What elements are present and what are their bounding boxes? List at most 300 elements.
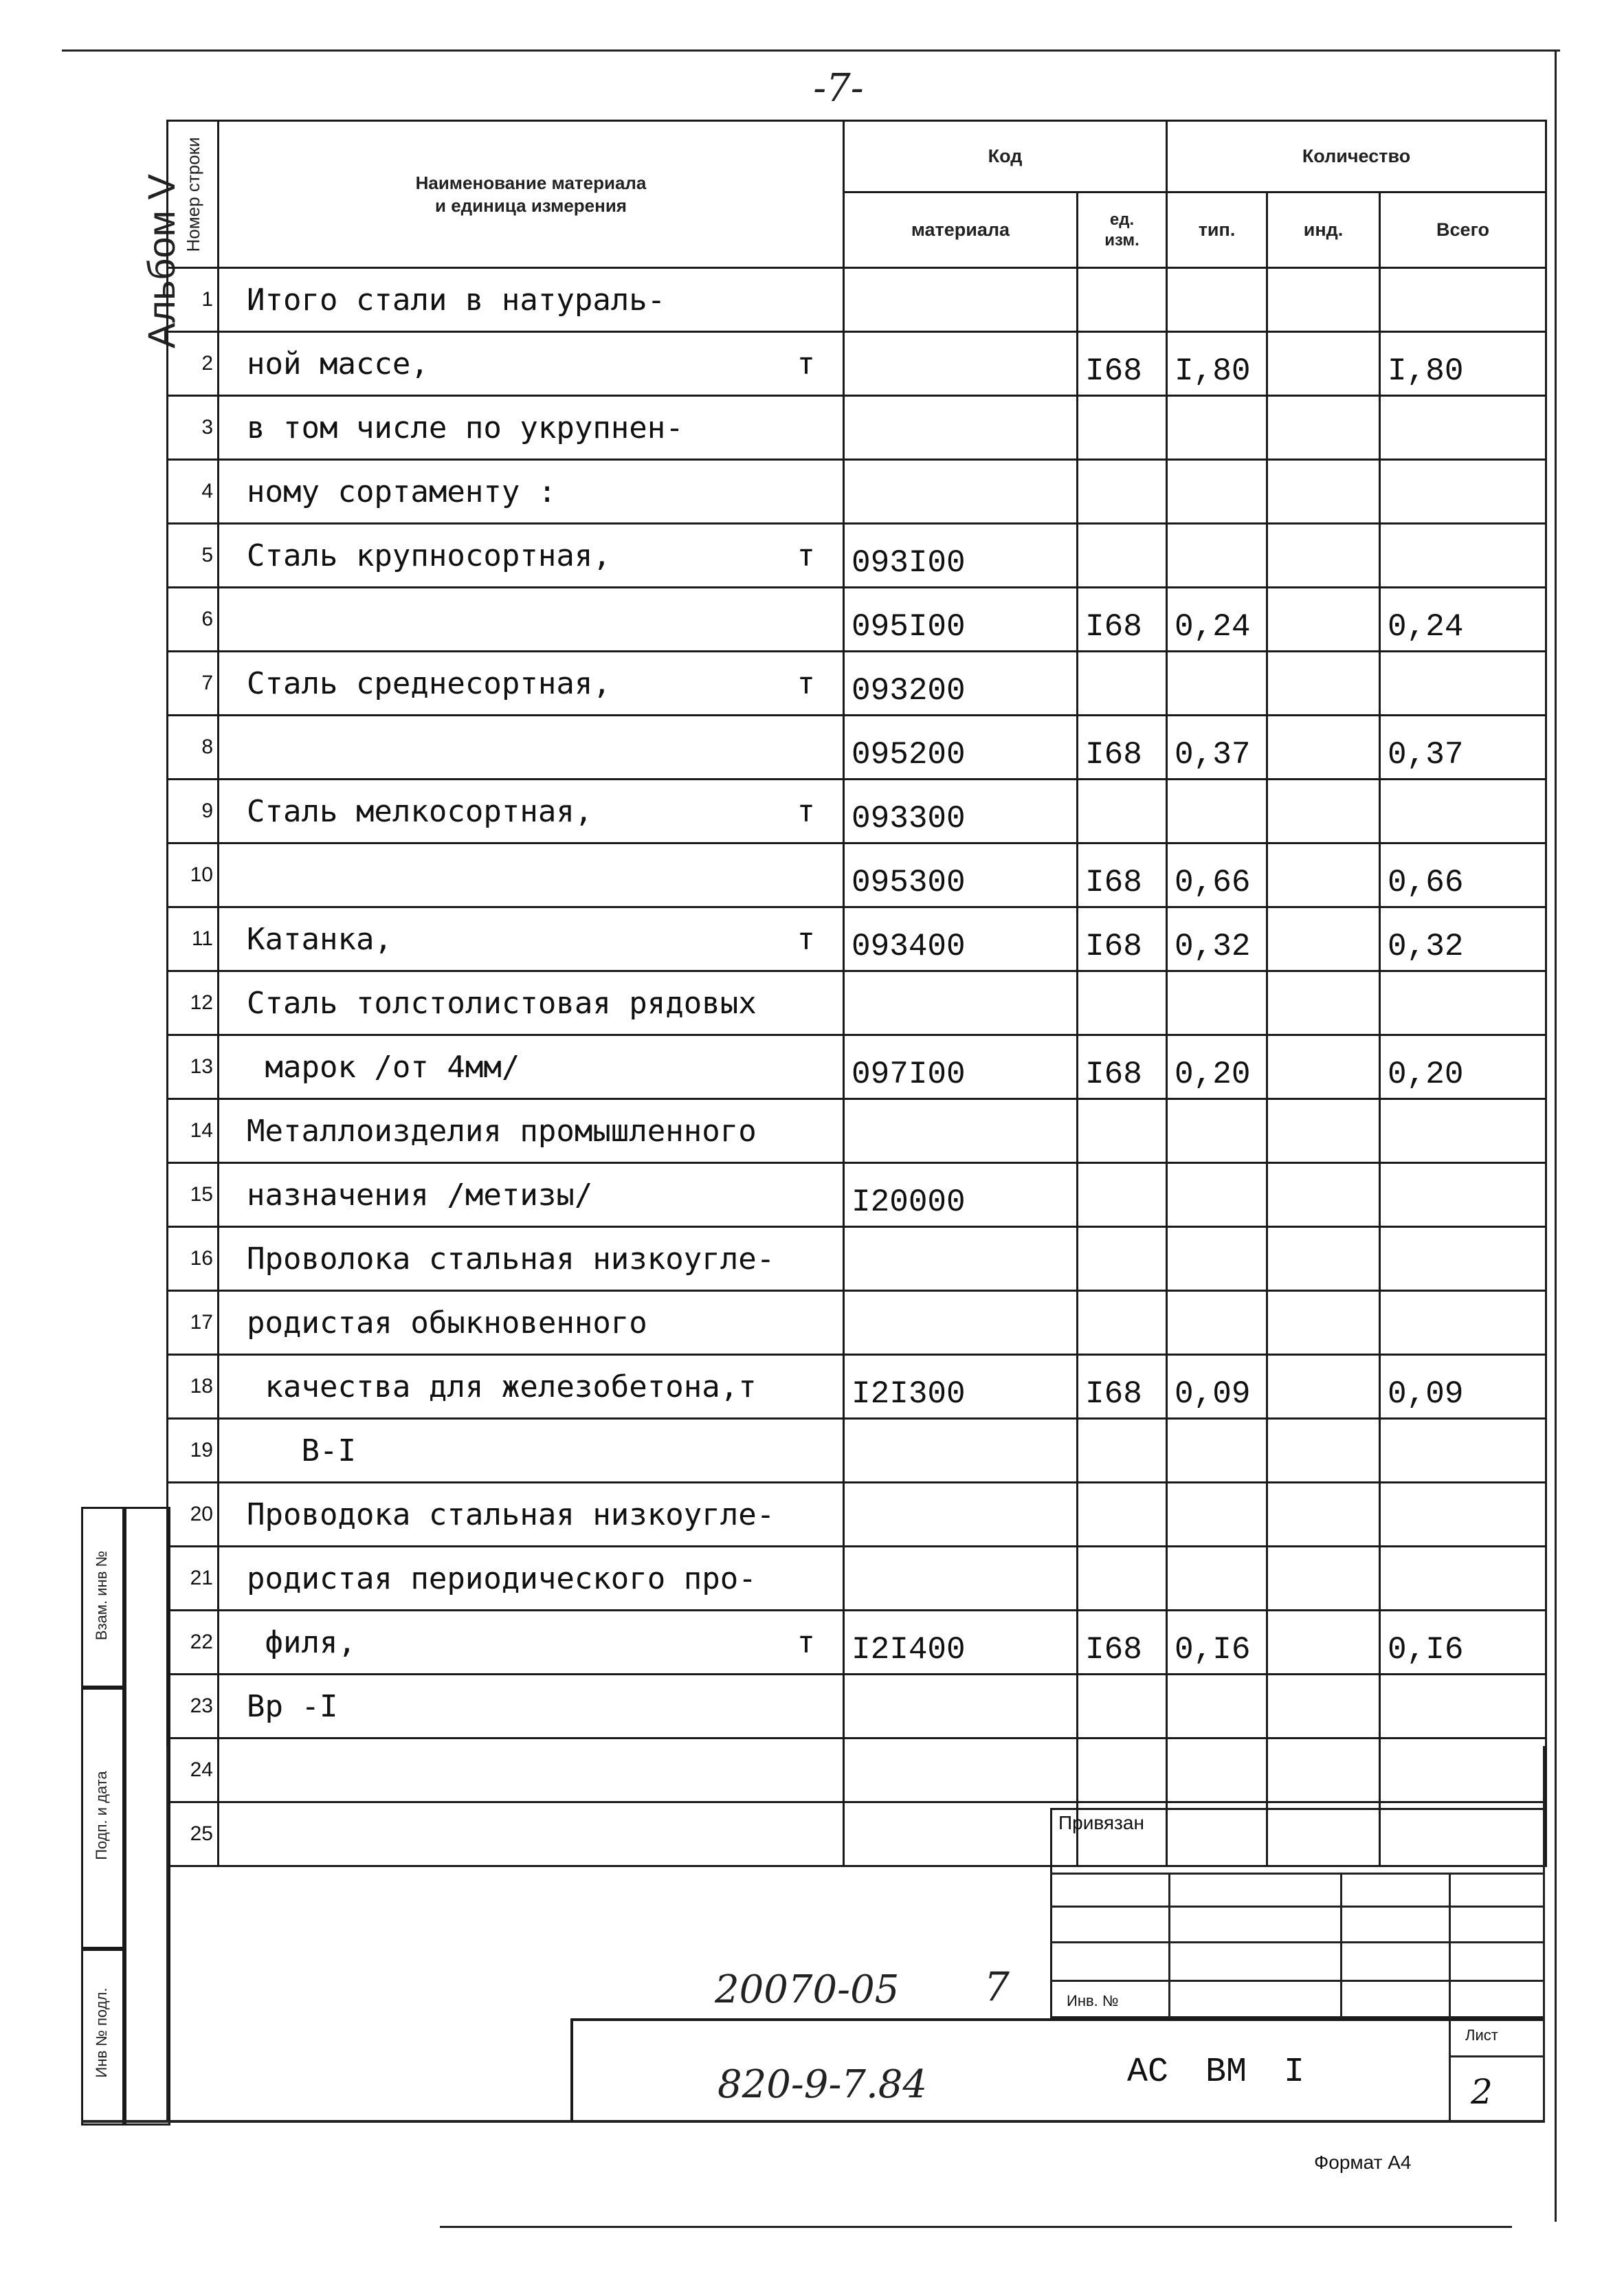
row-number-cell	[168, 460, 219, 524]
unit-code-cell	[1078, 780, 1167, 843]
unit-code-cell-text: I68	[1085, 1632, 1142, 1668]
qty-total-cell-text: 0,24	[1388, 609, 1464, 645]
qty-total-cell	[1380, 1611, 1546, 1675]
unit-code-cell	[1078, 1483, 1167, 1547]
qty-typ-cell-text: 0,I6	[1175, 1632, 1251, 1668]
format-label: Формат А4	[1314, 2152, 1412, 2173]
row-number-cell-text: 21	[190, 1567, 213, 1589]
material-code-cell	[844, 1802, 1078, 1866]
qty-ind-cell	[1267, 1227, 1380, 1291]
bound-box	[1050, 1808, 1543, 2018]
row-number-cell	[168, 1547, 219, 1611]
qty-total-cell	[1380, 1419, 1546, 1483]
row-number-cell	[168, 396, 219, 460]
doc-number: 820-9-7.84	[718, 2062, 928, 2107]
material-code-cell	[844, 652, 1078, 716]
material-code-cell-text: I2I300	[852, 1376, 966, 1412]
unit-code-cell	[1078, 1738, 1167, 1802]
qty-typ-cell	[1167, 1611, 1267, 1675]
qty-ind-cell	[1267, 396, 1380, 460]
material-name-cell	[219, 1802, 844, 1866]
table-row	[168, 1227, 1546, 1291]
bottom-rule	[440, 2226, 1512, 2228]
qty-ind-cell	[1267, 1483, 1380, 1547]
qty-total-cell-text: 0,20	[1388, 1057, 1464, 1092]
bound-line-4	[1050, 1980, 1543, 1982]
qty-ind-cell	[1267, 843, 1380, 907]
qty-typ-cell-text: 0,66	[1175, 865, 1251, 901]
qty-total-cell	[1380, 1163, 1546, 1227]
material-code-cell	[844, 1163, 1078, 1227]
unit-label: т	[797, 665, 815, 701]
unit-code-cell	[1078, 1419, 1167, 1483]
qty-total-cell	[1380, 1355, 1546, 1419]
bound-line-2	[1050, 1906, 1543, 1908]
qty-total-cell-text: 0,37	[1388, 737, 1464, 773]
qty-total-cell	[1380, 588, 1546, 652]
material-name-cell	[219, 843, 844, 907]
material-code-cell	[844, 1227, 1078, 1291]
qty-typ-cell-text: I,80	[1175, 353, 1251, 389]
qty-total-cell	[1380, 332, 1546, 396]
table-row	[168, 971, 1546, 1035]
qty-ind-cell	[1267, 1738, 1380, 1802]
qty-total-cell	[1380, 1547, 1546, 1611]
qty-total-cell-text: 0,I6	[1388, 1632, 1464, 1668]
row-number-cell-text: 14	[190, 1119, 213, 1142]
material-code-cell-text: 093400	[852, 929, 966, 964]
row-number-cell-text: 3	[201, 416, 213, 439]
material-name-cell	[219, 1547, 844, 1611]
row-number-cell-text: 4	[201, 480, 213, 503]
row-number-cell	[168, 652, 219, 716]
material-name-cell-text: Сталь мелкосортная,	[247, 793, 593, 829]
material-name-cell-text: Проводока стальная низкоугле-	[247, 1497, 775, 1532]
material-code-cell-text: 095200	[852, 737, 966, 773]
material-code-cell-text: I2I400	[852, 1632, 966, 1668]
table-row	[168, 843, 1546, 907]
stamp-exchange-inv: Взам. инв №	[93, 1550, 110, 1641]
material-name-cell-text: Сталь толстолистовая рядовых	[247, 985, 757, 1021]
unit-code-cell	[1078, 716, 1167, 780]
row-number-cell-text: 2	[201, 352, 213, 375]
material-name-cell	[219, 780, 844, 843]
material-name-cell-text: филя,	[247, 1624, 356, 1660]
table-row	[168, 268, 1546, 332]
qty-typ-cell	[1167, 780, 1267, 843]
material-code-cell	[844, 716, 1078, 780]
header-code-material: материала	[844, 192, 1078, 268]
row-number-cell	[168, 971, 219, 1035]
right-edge-rule	[1555, 49, 1557, 2222]
table-row	[168, 1547, 1546, 1611]
unit-code-cell-text: I68	[1085, 1057, 1142, 1092]
material-name-cell-text: Сталь среднесортная,	[247, 665, 611, 701]
material-name-cell	[219, 907, 844, 971]
material-name-cell-text: в том числе по укрупнен-	[247, 410, 684, 445]
material-code-cell	[844, 1738, 1078, 1802]
unit-code-cell	[1078, 332, 1167, 396]
stamp-original-inv: Инв № подл.	[93, 1987, 110, 2078]
material-code-cell	[844, 460, 1078, 524]
material-name-cell	[219, 332, 844, 396]
unit-code-cell-text: I68	[1085, 609, 1142, 645]
unit-code-cell	[1078, 524, 1167, 588]
unit-label: т	[797, 793, 815, 829]
header-code: Код	[844, 121, 1167, 192]
bound-line-3	[1050, 1941, 1543, 1943]
material-code-cell	[844, 1611, 1078, 1675]
material-code-cell-text: I20000	[852, 1184, 966, 1220]
qty-typ-cell	[1167, 460, 1267, 524]
table-row	[168, 1738, 1546, 1802]
unit-code-cell	[1078, 843, 1167, 907]
qty-total-cell	[1380, 971, 1546, 1035]
qty-total-cell	[1380, 1227, 1546, 1291]
table-row	[168, 460, 1546, 524]
material-code-cell	[844, 1099, 1078, 1163]
material-code-cell	[844, 1355, 1078, 1419]
row-number-cell-text: 9	[201, 799, 213, 822]
qty-total-cell	[1380, 1675, 1546, 1738]
qty-typ-cell	[1167, 716, 1267, 780]
material-code-cell	[844, 843, 1078, 907]
material-name-cell-text: качества для железобетона,т	[247, 1369, 757, 1404]
qty-total-cell	[1380, 652, 1546, 716]
qty-typ-cell	[1167, 907, 1267, 971]
table-row	[168, 332, 1546, 396]
material-code-cell	[844, 268, 1078, 332]
qty-ind-cell	[1267, 1611, 1380, 1675]
qty-ind-cell	[1267, 268, 1380, 332]
qty-typ-cell	[1167, 1163, 1267, 1227]
table-row	[168, 907, 1546, 971]
qty-typ-cell	[1167, 1355, 1267, 1419]
material-code-cell	[844, 1035, 1078, 1099]
unit-code-cell	[1078, 971, 1167, 1035]
material-name-cell	[219, 1227, 844, 1291]
unit-code-cell	[1078, 1291, 1167, 1355]
sheet-box-divider	[1449, 2055, 1543, 2057]
qty-typ-cell-text: 0,24	[1175, 609, 1251, 645]
unit-code-cell-text: I68	[1085, 353, 1142, 389]
stamp-signature-date: Подп. и дата	[93, 1771, 110, 1860]
material-code-cell	[844, 1291, 1078, 1355]
qty-total-cell	[1380, 524, 1546, 588]
sheet-number: 2	[1471, 2072, 1493, 2112]
qty-total-cell	[1380, 780, 1546, 843]
material-code-cell	[844, 1547, 1078, 1611]
doc-code: АС ВМ I	[1127, 2053, 1305, 2092]
header-quantity: Количество	[1167, 121, 1546, 192]
unit-code-cell-text: I68	[1085, 929, 1142, 964]
qty-typ-cell	[1167, 1099, 1267, 1163]
material-code-cell	[844, 780, 1078, 843]
qty-typ-cell	[1167, 396, 1267, 460]
material-name-cell	[219, 1099, 844, 1163]
qty-typ-cell	[1167, 1547, 1267, 1611]
row-number-cell	[168, 780, 219, 843]
table-row	[168, 588, 1546, 652]
row-number-cell-text: 25	[190, 1822, 213, 1845]
unit-code-cell	[1078, 588, 1167, 652]
material-name-cell-text: родистая обыкновенного	[247, 1305, 647, 1340]
qty-total-cell	[1380, 268, 1546, 332]
header-row-number: Номер строки	[168, 121, 219, 268]
unit-code-cell	[1078, 907, 1167, 971]
bound-line-1	[1050, 1873, 1543, 1875]
row-number-cell	[168, 843, 219, 907]
qty-ind-cell	[1267, 780, 1380, 843]
material-name-cell	[219, 524, 844, 588]
table-row	[168, 1099, 1546, 1163]
material-name-cell	[219, 268, 844, 332]
material-name-cell-text: назначения /метизы/	[247, 1177, 593, 1213]
material-name-cell	[219, 1419, 844, 1483]
qty-typ-cell-text: 0,20	[1175, 1057, 1251, 1092]
material-code-cell-text: 095300	[852, 865, 966, 901]
material-code-cell	[844, 1483, 1078, 1547]
table-row	[168, 1483, 1546, 1547]
row-number-cell	[168, 1738, 219, 1802]
row-number-cell	[168, 524, 219, 588]
header-qty-ind: инд.	[1267, 192, 1380, 268]
row-number-cell-text: 20	[190, 1503, 213, 1525]
table-row	[168, 716, 1546, 780]
material-code-cell-text: 097I00	[852, 1057, 966, 1092]
bound-col-1	[1168, 1873, 1170, 2018]
row-number-cell	[168, 1419, 219, 1483]
material-name-cell-text: ному сортаменту :	[247, 474, 557, 509]
row-number-cell-text: 11	[191, 927, 213, 950]
table-row	[168, 1355, 1546, 1419]
unit-label: т	[797, 538, 815, 573]
qty-total-cell-text: 0,32	[1388, 929, 1464, 964]
qty-ind-cell	[1267, 1163, 1380, 1227]
qty-typ-cell	[1167, 332, 1267, 396]
row-number-cell	[168, 1291, 219, 1355]
qty-total-cell	[1380, 460, 1546, 524]
material-code-cell-text: 093300	[852, 801, 966, 837]
unit-code-cell	[1078, 652, 1167, 716]
qty-typ-cell	[1167, 588, 1267, 652]
unit-code-cell	[1078, 1675, 1167, 1738]
frame-right	[1543, 1746, 1545, 2121]
material-name-cell	[219, 1738, 844, 1802]
bound-label: Привязан	[1058, 1812, 1144, 1833]
unit-code-cell	[1078, 1355, 1167, 1419]
qty-ind-cell	[1267, 1419, 1380, 1483]
unit-code-cell	[1078, 1163, 1167, 1227]
material-name-cell	[219, 1611, 844, 1675]
qty-total-cell	[1380, 843, 1546, 907]
material-name-cell-text: Катанка,	[247, 921, 392, 957]
material-name-cell	[219, 1483, 844, 1547]
qty-ind-cell	[1267, 652, 1380, 716]
unit-code-cell	[1078, 268, 1167, 332]
qty-total-cell	[1380, 716, 1546, 780]
qty-typ-cell	[1167, 1675, 1267, 1738]
handwritten-mark: 7	[984, 1963, 1010, 2010]
qty-ind-cell	[1267, 1675, 1380, 1738]
material-code-cell-text: 093I00	[852, 545, 966, 581]
sheet-label: Лист	[1465, 2027, 1498, 2044]
table-row	[168, 1675, 1546, 1738]
top-rule	[62, 49, 1560, 52]
material-code-cell	[844, 396, 1078, 460]
material-code-cell	[844, 907, 1078, 971]
table-row	[168, 524, 1546, 588]
row-number-cell	[168, 1802, 219, 1866]
row-number-cell-text: 22	[190, 1631, 213, 1653]
qty-typ-cell-text: 0,09	[1175, 1376, 1251, 1412]
row-number-cell-text: 5	[201, 544, 213, 566]
qty-ind-cell	[1267, 907, 1380, 971]
material-name-cell-text: родистая периодического про-	[247, 1560, 757, 1596]
material-name-cell	[219, 716, 844, 780]
stamp-signature-column	[122, 1507, 170, 2126]
material-code-cell-text: 095I00	[852, 609, 966, 645]
unit-code-cell	[1078, 1611, 1167, 1675]
unit-code-cell-text: I68	[1085, 865, 1142, 901]
qty-ind-cell	[1267, 1547, 1380, 1611]
qty-typ-cell	[1167, 652, 1267, 716]
title-main-box	[570, 2018, 1543, 2121]
row-number-cell	[168, 1611, 219, 1675]
row-number-cell	[168, 716, 219, 780]
row-number-cell	[168, 1099, 219, 1163]
unit-code-cell	[1078, 1227, 1167, 1291]
table-row	[168, 1291, 1546, 1355]
unit-label: т	[797, 1624, 815, 1660]
row-number-cell-text: 6	[201, 608, 213, 630]
qty-ind-cell	[1267, 1291, 1380, 1355]
material-code-cell	[844, 332, 1078, 396]
row-number-cell-text: 1	[201, 288, 213, 311]
qty-typ-cell	[1167, 843, 1267, 907]
unit-label: т	[797, 346, 815, 382]
qty-typ-cell	[1167, 1419, 1267, 1483]
qty-total-cell	[1380, 1738, 1546, 1802]
bound-col-3	[1449, 1873, 1451, 2018]
qty-total-cell	[1380, 396, 1546, 460]
qty-total-cell	[1380, 1483, 1546, 1547]
row-number-cell-text: 23	[190, 1695, 213, 1717]
row-number-cell	[168, 1355, 219, 1419]
row-number-cell	[168, 268, 219, 332]
material-name-cell	[219, 1355, 844, 1419]
qty-total-cell	[1380, 907, 1546, 971]
table-row	[168, 652, 1546, 716]
qty-total-cell	[1380, 1291, 1546, 1355]
table-row	[168, 780, 1546, 843]
table-row	[168, 1419, 1546, 1483]
unit-code-cell-text: I68	[1085, 1376, 1142, 1412]
qty-typ-cell	[1167, 1291, 1267, 1355]
specification-table	[166, 120, 1547, 1867]
row-number-cell	[168, 1035, 219, 1099]
row-number-cell-text: 16	[190, 1247, 213, 1270]
material-code-cell	[844, 1419, 1078, 1483]
material-code-cell	[844, 588, 1078, 652]
row-number-cell	[168, 1163, 219, 1227]
material-name-cell	[219, 588, 844, 652]
row-number-cell-text: 12	[190, 991, 213, 1014]
row-number-cell-text: 19	[190, 1439, 213, 1461]
row-number-cell-text: 7	[201, 672, 213, 694]
row-number-cell	[168, 332, 219, 396]
material-name-cell	[219, 971, 844, 1035]
material-name-cell-text: Металлоизделия промышленного	[247, 1113, 757, 1149]
material-code-cell	[844, 1675, 1078, 1738]
material-code-cell-text: 093200	[852, 673, 966, 709]
qty-ind-cell	[1267, 1355, 1380, 1419]
qty-total-cell-text: I,80	[1388, 353, 1464, 389]
row-number-cell	[168, 588, 219, 652]
unit-code-cell	[1078, 1035, 1167, 1099]
sheet-box-left	[1449, 2018, 1451, 2121]
unit-code-cell	[1078, 396, 1167, 460]
material-name-cell-text: марок /от 4мм/	[247, 1049, 520, 1085]
qty-ind-cell	[1267, 716, 1380, 780]
material-name-cell	[219, 652, 844, 716]
header-material-name: Наименование материала и единица измерения	[219, 121, 844, 268]
qty-typ-cell	[1167, 1227, 1267, 1291]
unit-code-cell	[1078, 460, 1167, 524]
qty-typ-cell-text: 0,32	[1175, 929, 1251, 964]
inventory-handwritten: 20070-05	[715, 1967, 900, 2012]
inv-label: Инв. №	[1067, 1992, 1119, 2009]
qty-typ-cell-text: 0,37	[1175, 737, 1251, 773]
frame-left	[166, 1746, 168, 2121]
row-number-cell	[168, 1675, 219, 1738]
material-name-cell-text: Сталь крупносортная,	[247, 538, 611, 573]
row-number-cell-text: 8	[201, 736, 213, 758]
album-label: Альбом V	[140, 174, 183, 349]
header-code-unit: ед. изм.	[1078, 192, 1167, 268]
qty-total-cell	[1380, 1035, 1546, 1099]
qty-ind-cell	[1267, 524, 1380, 588]
table-row	[168, 1035, 1546, 1099]
material-name-cell	[219, 460, 844, 524]
qty-typ-cell	[1167, 1035, 1267, 1099]
material-code-cell	[844, 971, 1078, 1035]
material-name-cell	[219, 1163, 844, 1227]
unit-code-cell	[1078, 1099, 1167, 1163]
row-number-cell	[168, 907, 219, 971]
qty-ind-cell	[1267, 971, 1380, 1035]
qty-ind-cell	[1267, 332, 1380, 396]
qty-typ-cell	[1167, 268, 1267, 332]
page-number: -7-	[813, 66, 864, 111]
row-number-cell-text: 10	[190, 863, 213, 886]
unit-code-cell	[1078, 1547, 1167, 1611]
header-qty-typ: тип.	[1167, 192, 1267, 268]
table-row	[168, 1611, 1546, 1675]
row-number-cell-text: 18	[190, 1375, 213, 1398]
material-code-cell	[844, 524, 1078, 588]
qty-total-cell-text: 0,66	[1388, 865, 1464, 901]
qty-ind-cell	[1267, 1099, 1380, 1163]
row-number-cell-text: 17	[190, 1311, 213, 1334]
bound-col-2	[1340, 1873, 1342, 2018]
unit-code-cell-text: I68	[1085, 737, 1142, 773]
header-qty-total: Всего	[1380, 192, 1546, 268]
material-name-cell-text: Проволока стальная низкоугле-	[247, 1241, 775, 1277]
material-name-cell	[219, 1035, 844, 1099]
material-name-cell	[219, 1675, 844, 1738]
table-row	[168, 396, 1546, 460]
